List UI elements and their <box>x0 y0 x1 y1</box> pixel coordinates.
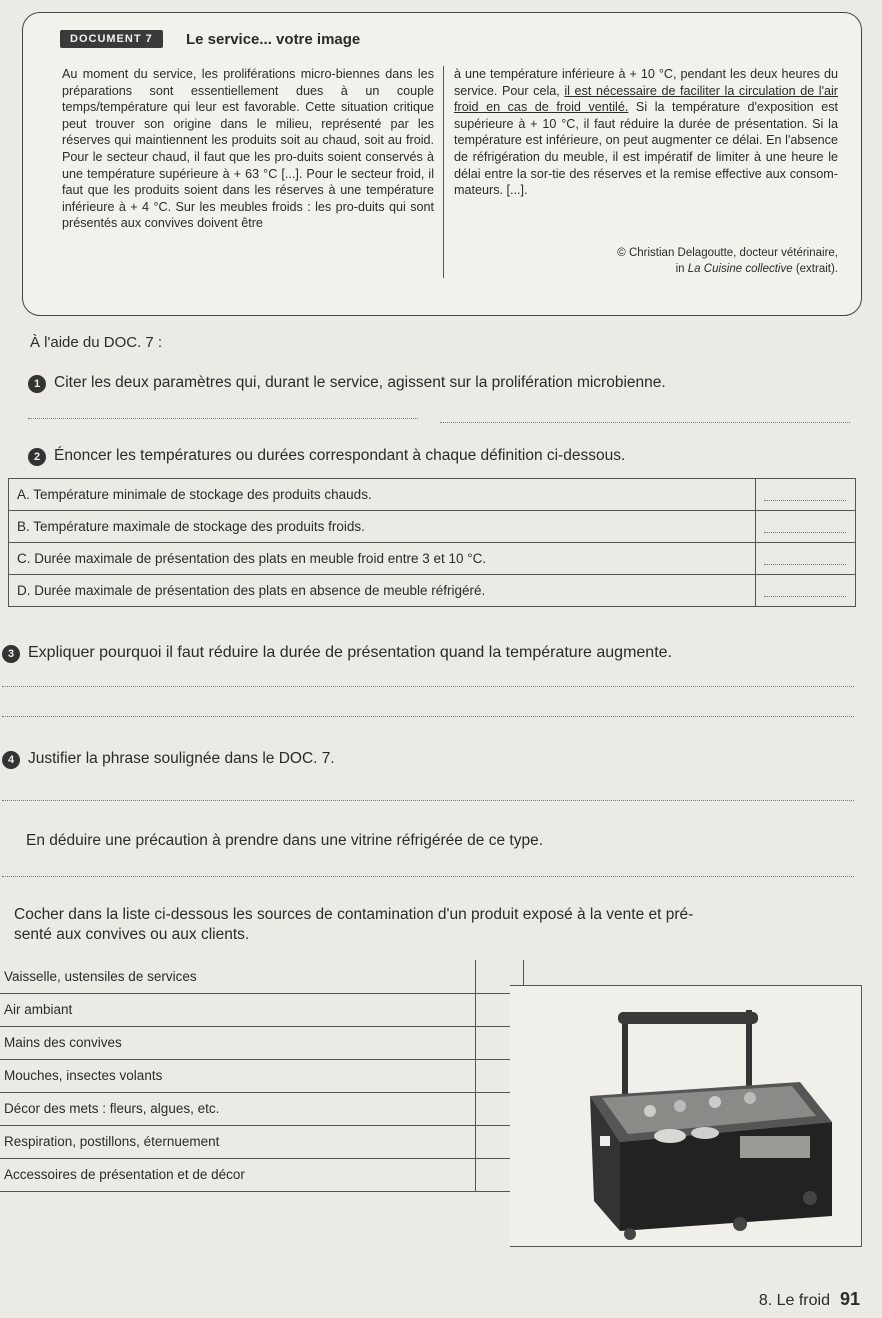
refrigerated-buffet-image <box>510 986 860 1246</box>
answer-cell-d[interactable] <box>756 575 856 607</box>
table-row <box>0 1158 524 1191</box>
table-row <box>9 479 856 511</box>
exercise-intro: À l'aide du DOC. 7 : <box>30 334 163 351</box>
document-right-column <box>454 66 838 199</box>
table-row <box>9 543 856 575</box>
table-row <box>0 1059 524 1092</box>
answer-line-3b[interactable] <box>2 716 854 717</box>
question-2 <box>28 447 625 466</box>
table-row <box>0 1092 524 1125</box>
table-row <box>0 993 524 1026</box>
table-row <box>0 1026 524 1059</box>
column-divider <box>443 66 444 278</box>
table-row <box>0 960 524 993</box>
answer-cell-b[interactable] <box>756 511 856 543</box>
question-3-text: Expliquer pourquoi il faut réduire la durée de présentation quand la température augmente. <box>28 644 672 661</box>
answer-line-1b[interactable] <box>440 422 850 423</box>
chapter-label: 8. Le froid <box>758 1292 830 1309</box>
source-label-6: Respiration, postillons, éternuement <box>0 1125 476 1158</box>
question-4a <box>2 750 335 769</box>
table-row <box>0 1125 524 1158</box>
buffet-photo-frame <box>510 985 862 1247</box>
credit-source <box>454 262 838 277</box>
question-5 <box>14 906 693 924</box>
definition-b: B. Température maximale de stockage des produits froids. <box>9 511 756 543</box>
definition-a: A. Température minimale de stockage des produits chauds. <box>9 479 756 511</box>
question-number-2: 2 <box>28 448 46 466</box>
question-3 <box>2 644 672 663</box>
right-text-before: à une température inférieure à + 10 °C, pendant les deux heures du service. Pour cela, <box>454 67 838 98</box>
credit-prefix: in <box>675 263 688 275</box>
question-number-1: 1 <box>28 375 46 393</box>
answer-cell-c[interactable] <box>756 543 856 575</box>
definition-d: D. Durée maximale de présentation des plats en absence de meuble réfrigéré. <box>9 575 756 607</box>
question-1-text: Citer les deux paramètres qui, durant le service, agissent sur la prolifération microbienne. <box>54 374 666 391</box>
credit-author: © Christian Delagoutte, docteur vétérinaire, <box>617 247 838 259</box>
question-number-3: 3 <box>2 645 20 663</box>
document-title: Le service... votre image <box>186 31 361 48</box>
table-row <box>9 511 856 543</box>
question-5-continued <box>14 926 249 944</box>
question-number-4: 4 <box>2 751 20 769</box>
table-row <box>9 575 856 607</box>
document-left-column: Au moment du service, les proliférations micro-biennes dans les préparations sont essentiellement dues à un couple temps/température qui leur est favorable. Cette situation critique peut trouver son origine dans le milieu, représenté par les réserves qui maintiennent les produits soit au chaud, soit au froid. Pour le secteur chaud, il faut que les pro-duits soient conservés à une température supérieure à + 63 °C [...]. Pour le secteur froid, il faut que les produits soient dans les réserves à une température inférieure à + 4 °C. Sur les meubles froids : les pro-duits qui sont présentés aux convives doivent être <box>62 67 434 231</box>
source-label-2: Air ambiant <box>0 993 476 1026</box>
question-2-text: Énoncer les températures ou durées correspondant à chaque définition ci-dessous. <box>54 447 626 464</box>
question-1 <box>28 374 666 393</box>
source-label-5: Décor des mets : fleurs, algues, etc. <box>0 1092 476 1125</box>
definitions-table <box>8 478 856 607</box>
page-footer <box>759 1289 860 1310</box>
answer-cell-a[interactable] <box>756 479 856 511</box>
answer-line-4b[interactable] <box>2 876 854 877</box>
answer-line-4a[interactable] <box>2 800 854 801</box>
credit-book: La Cuisine collective <box>687 263 793 275</box>
answer-line-3a[interactable] <box>2 686 854 687</box>
page-number: 91 <box>839 1289 860 1309</box>
document-tag: DOCUMENT 7 <box>60 30 163 48</box>
source-label-3: Mains des convives <box>0 1026 476 1059</box>
question-5-text: Cocher dans la liste ci-dessous les sources de contamination d'un produit exposé à la vente et pré- <box>14 906 694 923</box>
source-label-1: Vaisselle, ustensiles de services <box>0 960 476 993</box>
underlined-sentence: il est nécessaire de faciliter la circulation de l'air froid en cas de froid ventilé. <box>454 83 838 115</box>
right-text-after: Si la température d'exposition est supérieure à + 10 °C, il faut réduire la durée de présentation. Si la température est inférieure, on peut augmenter ce délai. En l'absence de réfrigération du meuble, il est impératif de limiter à une heure le délai entre la sor-tie des réserves et la remise effective aux consom-mateurs. [...]. <box>454 100 839 198</box>
question-4b <box>26 832 543 850</box>
question-4a-text: Justifier la phrase soulignée dans le DOC. 7. <box>28 750 335 767</box>
answer-line-1a[interactable] <box>28 418 418 419</box>
source-label-7: Accessoires de présentation et de décor <box>0 1158 476 1191</box>
source-label-4: Mouches, insectes volants <box>0 1059 476 1092</box>
definition-c: C. Durée maximale de présentation des plats en meuble froid entre 3 et 10 °C. <box>9 543 756 575</box>
credit-suffix: (extrait). <box>792 263 838 275</box>
sources-checklist <box>0 960 524 1192</box>
question-5-text-continued: senté aux convives ou aux clients. <box>14 926 250 943</box>
question-4b-text: En déduire une précaution à prendre dans une vitrine réfrigérée de ce type. <box>26 832 544 849</box>
